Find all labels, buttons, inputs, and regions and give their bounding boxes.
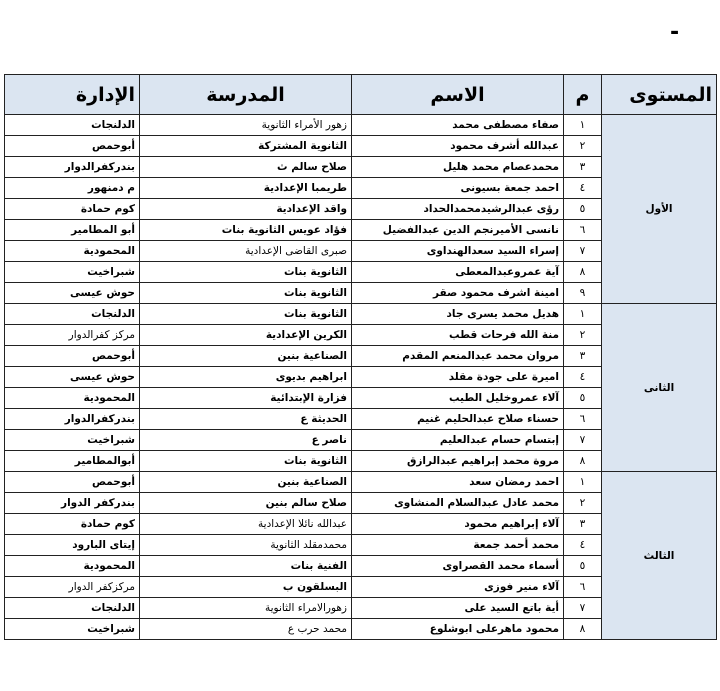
administration-cell: بندركفرالدوار [5,157,140,178]
administration-cell: بندركفر الدوار [5,493,140,514]
name-cell: محمد أحمد جمعة [352,535,564,556]
school-cell: محمد حرب ع [140,619,352,640]
administration-cell: المحمودية [5,241,140,262]
name-cell: آلاء عمروخليل الطيب [352,388,564,409]
number-cell: ٨ [564,451,602,472]
number-cell: ٦ [564,409,602,430]
school-cell: الثانوية بنات [140,451,352,472]
administration-cell: أبوحمص [5,346,140,367]
number-cell: ٧ [564,598,602,619]
number-cell: ٧ [564,241,602,262]
school-cell: فزارة الإبتدائية [140,388,352,409]
name-cell: آية عمروعبدالمعطى [352,262,564,283]
header-row [5,75,717,115]
administration-cell: المحمودية [5,388,140,409]
school-cell: واقد الإعدادية [140,199,352,220]
name-cell: إسراء السيد سعدالهنداوى [352,241,564,262]
number-cell: ٢ [564,493,602,514]
number-cell: ٨ [564,262,602,283]
header-level: المستوى [602,75,717,115]
name-cell: آلاء إبراهيم محمود [352,514,564,535]
name-cell: رؤى عبدالرشيدمحمدالحداد [352,199,564,220]
school-cell: عبدالله نائلا الإعدادية [140,514,352,535]
school-cell: الحديثة ع [140,409,352,430]
header-number: م [564,75,602,115]
level-cell: الأول [602,115,717,304]
name-cell: آلاء منير فوزى [352,577,564,598]
school-cell: الثانوية المشتركة [140,136,352,157]
name-cell: أية باتع السيد على [352,598,564,619]
administration-cell: الدلنجات [5,115,140,136]
name-cell: مروة محمد إبراهيم عبدالرازق [352,451,564,472]
name-cell: صفاء مصطفى محمد [352,115,564,136]
header-school: المدرسة [140,75,352,115]
school-cell: الثانوية بنات [140,262,352,283]
number-cell: ٩ [564,283,602,304]
number-cell: ٤ [564,178,602,199]
school-cell: الصناعية بنين [140,346,352,367]
administration-cell: أبوحمص [5,472,140,493]
administration-cell: شبراخيت [5,262,140,283]
number-cell: ٨ [564,619,602,640]
number-cell: ٣ [564,514,602,535]
school-cell: الثانوية بنات [140,283,352,304]
administration-cell: إيتاى البارود [5,535,140,556]
school-cell: زهور الأمراء الثانوية [140,115,352,136]
number-cell: ٣ [564,346,602,367]
school-cell: البسلقون ب [140,577,352,598]
header-administration: الإدارة [5,75,140,115]
school-cell: الكرين الإعدادية [140,325,352,346]
administration-cell: مركز كفرالدوار [5,325,140,346]
number-cell: ٥ [564,556,602,577]
number-cell: ٣ [564,157,602,178]
name-cell: نانسى الأميرنجم الدين عبدالفضيل [352,220,564,241]
name-cell: مروان محمد عبدالمنعم المقدم [352,346,564,367]
administration-cell: كوم حمادة [5,514,140,535]
number-cell: ١ [564,115,602,136]
school-cell: زهورالامراء الثانوية [140,598,352,619]
school-cell: صلاح سالم ث [140,157,352,178]
administration-cell: أبوالمطامير [5,451,140,472]
number-cell: ١ [564,304,602,325]
number-cell: ٢ [564,325,602,346]
administration-cell: أبو المطامير [5,220,140,241]
administration-cell: الدلنجات [5,304,140,325]
school-cell: صبرى القاضى الإعدادية [140,241,352,262]
number-cell: ٧ [564,430,602,451]
school-cell: فؤاد عويس الثانوية بنات [140,220,352,241]
administration-cell: الدلنجات [5,598,140,619]
name-cell: منة الله فرحات قطب [352,325,564,346]
page-mark: - [670,20,680,45]
name-cell: حسناء صلاح عبدالحليم غنيم [352,409,564,430]
number-cell: ١ [564,472,602,493]
name-cell: احمد رمضان سعد [352,472,564,493]
school-cell: ناصر ع [140,430,352,451]
number-cell: ٤ [564,535,602,556]
number-cell: ٤ [564,367,602,388]
school-cell: محمدمقلد الثانوية [140,535,352,556]
school-cell: الفنية بنات [140,556,352,577]
school-cell: الصناعية بنين [140,472,352,493]
administration-cell: كوم حمادة [5,199,140,220]
school-cell: الثانوية بنات [140,304,352,325]
number-cell: ٢ [564,136,602,157]
school-cell: ابراهيم بديوى [140,367,352,388]
level-cell: الثالث [602,472,717,640]
table-body [5,115,717,640]
name-cell: محمدعصام محمد هليل [352,157,564,178]
header-name: الاسم [352,75,564,115]
administration-cell: أبوحمص [5,136,140,157]
name-cell: هديل محمد يسرى جاد [352,304,564,325]
administration-cell: حوش عيسى [5,367,140,388]
name-cell: احمد جمعة بسيونى [352,178,564,199]
name-cell: محمود ماهرعلى ابوشلوع [352,619,564,640]
level-cell: الثانى [602,304,717,472]
table-row [5,115,717,136]
table-row [5,472,717,493]
table-row [5,304,717,325]
number-cell: ٥ [564,199,602,220]
number-cell: ٥ [564,388,602,409]
administration-cell: حوش عيسى [5,283,140,304]
administration-cell: المحمودية [5,556,140,577]
school-cell: طريمبا الإعدادية [140,178,352,199]
number-cell: ٦ [564,577,602,598]
name-cell: إبتسام حسام عبدالعليم [352,430,564,451]
name-cell: أسماء محمد القصراوى [352,556,564,577]
number-cell: ٦ [564,220,602,241]
administration-cell: شبراخيت [5,619,140,640]
administration-cell: مركزكفر الدوار [5,577,140,598]
school-cell: صلاح سالم بنين [140,493,352,514]
administration-cell: شبراخيت [5,430,140,451]
administration-cell: م دمنهور [5,178,140,199]
name-cell: امينة اشرف محمود صقر [352,283,564,304]
name-cell: اميرة على جودة مقلد [352,367,564,388]
name-cell: محمد عادل عبدالسلام المنشاوى [352,493,564,514]
students-table [4,74,717,640]
name-cell: عبدالله أشرف محمود [352,136,564,157]
administration-cell: بندركفرالدوار [5,409,140,430]
